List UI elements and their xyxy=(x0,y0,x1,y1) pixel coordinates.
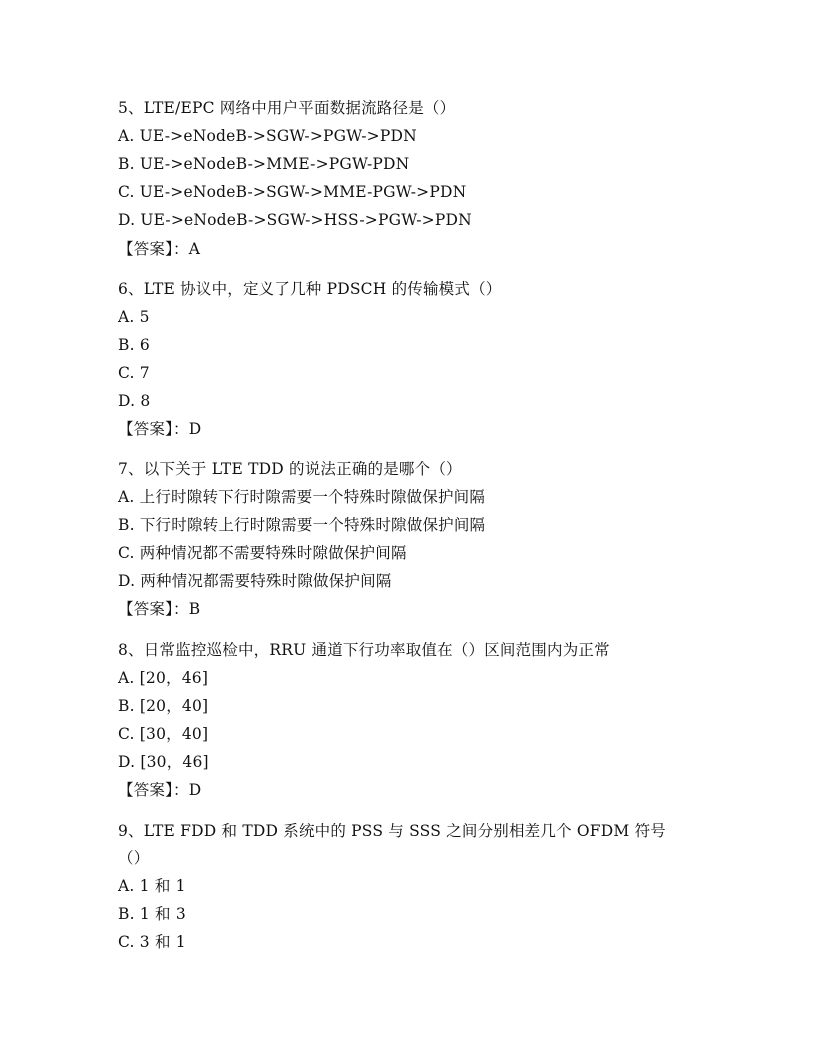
question-7-option-c: C. 两种情况都不需要特殊时隙做保护间隔 xyxy=(118,544,407,562)
question-6-option-d: D. 8 xyxy=(118,392,151,410)
question-8-option-a: A. [20，46] xyxy=(118,669,209,687)
question-9-option-c: C. 3 和 1 xyxy=(118,933,186,951)
question-9-stem-continuation: （） xyxy=(118,849,150,867)
question-8-option-b: B. [20，40] xyxy=(118,697,209,715)
question-9-stem: 9、LTE FDD 和 TDD 系统中的 PSS 与 SSS 之间分别相差几个 OFDM 符号 xyxy=(118,822,666,840)
question-9-option-a: A. 1 和 1 xyxy=(118,877,186,895)
question-8-answer: 【答案】：D xyxy=(118,781,202,799)
question-5-option-b: B. UE->eNodeB->MME->PGW-PDN xyxy=(118,155,410,173)
question-6-stem: 6、LTE 协议中，定义了几种 PDSCH 的传输模式（） xyxy=(118,280,502,298)
question-8-option-c: C. [30，40] xyxy=(118,725,209,743)
question-5-option-d: D. UE->eNodeB->SGW->HSS->PGW->PDN xyxy=(118,211,472,229)
question-8-stem: 8、日常监控巡检中，RRU 通道下行功率取值在（）区间范围内为正常 xyxy=(118,641,610,659)
question-7-option-d: D. 两种情况都需要特殊时隙做保护间隔 xyxy=(118,572,392,590)
question-6-option-c: C. 7 xyxy=(118,364,150,382)
question-8-option-d: D. [30，46] xyxy=(118,753,209,771)
question-6-answer: 【答案】：D xyxy=(118,420,202,438)
question-7-stem: 7、以下关于 LTE TDD 的说法正确的是哪个（） xyxy=(118,460,462,478)
question-9-option-b: B. 1 和 3 xyxy=(118,905,186,923)
question-6-option-b: B. 6 xyxy=(118,336,150,354)
question-7-option-a: A. 上行时隙转下行时隙需要一个特殊时隙做保护间隔 xyxy=(118,488,486,506)
question-5-option-a: A. UE->eNodeB->SGW->PGW->PDN xyxy=(118,127,417,145)
question-7-option-b: B. 下行时隙转上行时隙需要一个特殊时隙做保护间隔 xyxy=(118,516,486,534)
question-6-option-a: A. 5 xyxy=(118,308,150,326)
question-7-answer: 【答案】：B xyxy=(118,600,201,618)
question-5-option-c: C. UE->eNodeB->SGW->MME-PGW->PDN xyxy=(118,183,467,201)
question-5-answer: 【答案】：A xyxy=(118,240,201,258)
question-5-stem: 5、LTE/EPC 网络中用户平面数据流路径是（） xyxy=(118,99,456,117)
